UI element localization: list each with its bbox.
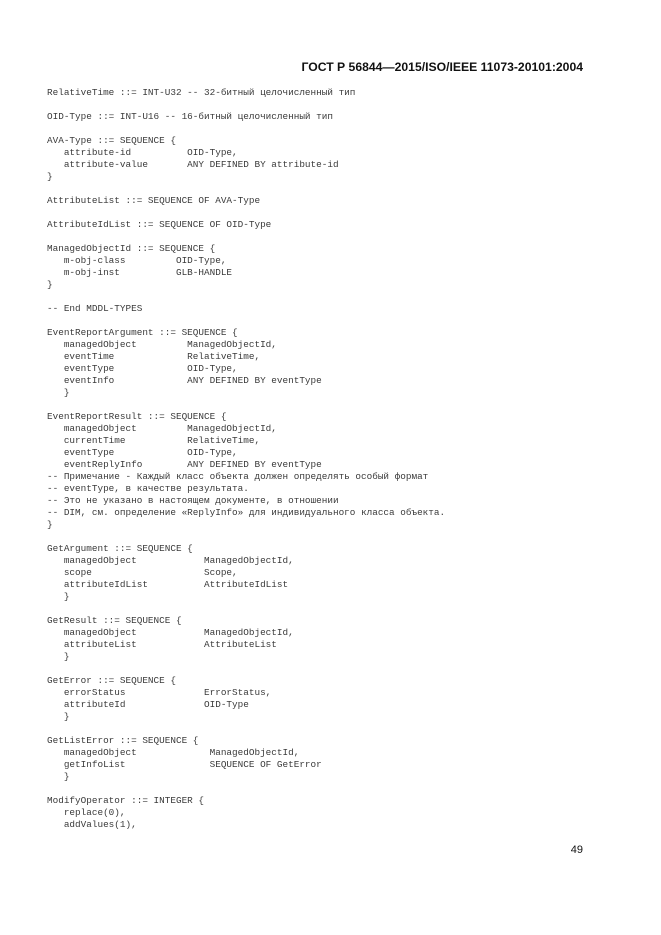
code-line: scope Scope, bbox=[47, 567, 238, 578]
code-line: attributeId OID-Type bbox=[47, 699, 249, 710]
code-line: } bbox=[47, 591, 70, 602]
code-line bbox=[47, 231, 445, 243]
code-line: eventType OID-Type, bbox=[47, 447, 238, 458]
code-line: -- eventType, в качестве результата. bbox=[47, 483, 249, 494]
code-line: } bbox=[47, 171, 53, 182]
code-line bbox=[47, 399, 445, 411]
code-line: EventReportArgument ::= SEQUENCE { bbox=[47, 327, 238, 338]
code-line: ManagedObjectId ::= SEQUENCE { bbox=[47, 243, 216, 254]
code-line: AttributeList ::= SEQUENCE OF AVA-Type bbox=[47, 195, 261, 206]
code-line: errorStatus ErrorStatus, bbox=[47, 687, 272, 698]
code-line: eventInfo ANY DEFINED BY eventType bbox=[47, 375, 322, 386]
code-line: GetError ::= SEQUENCE { bbox=[47, 675, 176, 686]
asn1-code-listing bbox=[47, 87, 445, 831]
page-number: 49 bbox=[570, 844, 583, 856]
code-line bbox=[47, 99, 445, 111]
code-line: managedObject ManagedObjectId, bbox=[47, 627, 294, 638]
code-line: managedObject ManagedObjectId, bbox=[47, 747, 300, 758]
code-line: eventType OID-Type, bbox=[47, 363, 238, 374]
document-header: ГОСТ Р 56844—2015/ISO/IEEE 11073-20101:2004 bbox=[301, 60, 583, 74]
code-line: AVA-Type ::= SEQUENCE { bbox=[47, 135, 176, 146]
code-line: -- DIM, см. определение «ReplyInfo» для индивидуального класса объекта. bbox=[47, 507, 446, 518]
code-line: attribute-id OID-Type, bbox=[47, 147, 238, 158]
code-line: eventTime RelativeTime, bbox=[47, 351, 261, 362]
code-line: eventReplyInfo ANY DEFINED BY eventType bbox=[47, 459, 322, 470]
code-line: currentTime RelativeTime, bbox=[47, 435, 261, 446]
code-line: } bbox=[47, 651, 70, 662]
code-line: m-obj-class OID-Type, bbox=[47, 255, 227, 266]
code-line: GetResult ::= SEQUENCE { bbox=[47, 615, 182, 626]
code-line: EventReportResult ::= SEQUENCE { bbox=[47, 411, 227, 422]
code-line: } bbox=[47, 711, 70, 722]
code-line bbox=[47, 291, 445, 303]
code-line bbox=[47, 531, 445, 543]
code-line: managedObject ManagedObjectId, bbox=[47, 339, 277, 350]
code-line: m-obj-inst GLB-HANDLE bbox=[47, 267, 233, 278]
code-line: managedObject ManagedObjectId, bbox=[47, 423, 277, 434]
code-line: OID-Type ::= INT-U16 -- 16-битный целочисленный тип bbox=[47, 111, 333, 122]
code-line bbox=[47, 663, 445, 675]
code-line: GetArgument ::= SEQUENCE { bbox=[47, 543, 193, 554]
code-line bbox=[47, 123, 445, 135]
code-line: } bbox=[47, 387, 70, 398]
code-line: } bbox=[47, 519, 53, 530]
code-line: AttributeIdList ::= SEQUENCE OF OID-Type bbox=[47, 219, 272, 230]
code-line bbox=[47, 183, 445, 195]
code-line: } bbox=[47, 279, 53, 290]
code-line: ModifyOperator ::= INTEGER { bbox=[47, 795, 205, 806]
code-line: attribute-value ANY DEFINED BY attribute-id bbox=[47, 159, 339, 170]
code-line: -- Это не указано в настоящем документе, в отношении bbox=[47, 495, 339, 506]
code-line: -- Примечание - Каждый класс объекта должен определять особый формат bbox=[47, 471, 429, 482]
code-line: attributeIdList AttributeIdList bbox=[47, 579, 289, 590]
code-line bbox=[47, 315, 445, 327]
code-line bbox=[47, 603, 445, 615]
code-line: attributeList AttributeList bbox=[47, 639, 277, 650]
code-line bbox=[47, 723, 445, 735]
code-line bbox=[47, 783, 445, 795]
code-line: -- End MDDL-TYPES bbox=[47, 303, 143, 314]
code-line: getInfoList SEQUENCE OF GetError bbox=[47, 759, 322, 770]
code-line: replace(0), bbox=[47, 807, 126, 818]
code-line: } bbox=[47, 771, 70, 782]
code-line: GetListError ::= SEQUENCE { bbox=[47, 735, 199, 746]
code-line: RelativeTime ::= INT-U32 -- 32-битный целочисленный тип bbox=[47, 87, 356, 98]
code-line: managedObject ManagedObjectId, bbox=[47, 555, 294, 566]
code-line: addValues(1), bbox=[47, 819, 137, 830]
code-line bbox=[47, 207, 445, 219]
